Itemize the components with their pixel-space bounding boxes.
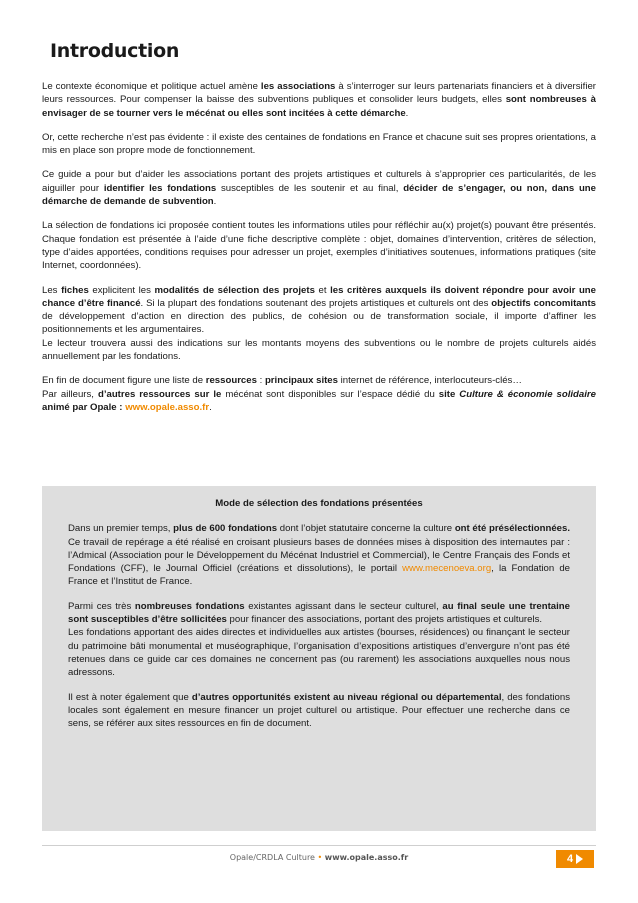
bold-text: fiches xyxy=(61,284,89,296)
text: Ce travail de repérage a été réalisé en croisant plusieurs bases de données mises à disposition des internautes par : l’Admical (Association pour le Développement du Mécénat Industriel et Commercial), le Centre Français des Fonds et Fondations (CFF), le Journal Officiel (créations et dissolutions), le portail xyxy=(68,536,570,575)
footer-separator: • xyxy=(317,853,323,862)
selection-method-box xyxy=(42,486,596,831)
bold-text: plus de 600 fondations xyxy=(173,523,278,535)
bold-text: animé par Opale : xyxy=(42,401,126,413)
page-number: 4 xyxy=(566,853,574,865)
text: . xyxy=(209,401,212,413)
bold-text: principaux sites xyxy=(264,375,338,387)
page-title: Introduction xyxy=(50,40,180,62)
box-title: Mode de sélection des fondations présentées xyxy=(215,498,423,509)
footer-url-link[interactable]: www.opale.asso.fr xyxy=(324,853,409,862)
text: . Si la plupart des fondations soutenant des projets artistiques et culturels ont des xyxy=(140,297,492,309)
text: : xyxy=(256,375,265,387)
bold-text: d’autres opportunités existent au niveau régional ou départemental xyxy=(191,691,502,703)
box-paragraph-1 xyxy=(68,522,570,588)
text: Les fondations apportant des aides directes et individuelles aux artistes (bourses, résidences) ou finançant le secteur du patrimoine bâti monumental et muséographique, l’organisation d’expositions artistiques d’envergure n’ont pas été retenues dans ce guide car ces domaines ne concernent pas (ou rarement) les associations auxquelles nous nous adressons. xyxy=(68,627,570,679)
box-paragraph-2 xyxy=(68,600,570,680)
page-number-badge xyxy=(556,850,594,868)
text: Le lecteur trouvera aussi des indications sur les montants moyens des subventions ou le nombre de projets culturels aidés annuellement par les fondations. xyxy=(42,337,596,363)
footer xyxy=(0,853,638,862)
bold-text: modalités de sélection des projets xyxy=(154,284,315,296)
text: internet de référence, interlocuteurs-clés… xyxy=(337,375,522,387)
text: , la Fondation de France et l’Institut de France. xyxy=(68,563,570,588)
bold-text: identifier les fondations xyxy=(103,182,217,194)
text: à s’interroger sur leurs partenariats financiers et à diversifier leurs ressources. Pour compenser la baisse des subventions publiques et consolider leurs budgets, elles xyxy=(42,81,596,106)
bold-text: sont nombreuses à envisager de se tourner vers le mécénat ou elles sont incitées à cette démarche xyxy=(42,94,597,119)
text: , des fondations locales sont également en mesure financer un projet culturel ou artistique. Pour effectuer une recherche dans ce sens, se référer aux sites ressources en fin de document. xyxy=(68,691,570,730)
text: Le contexte économique et politique actuel amène xyxy=(42,81,261,92)
bold-text: nombreuses fondations xyxy=(134,600,245,612)
bold-text: ont été présélectionnées. xyxy=(454,523,571,535)
bold-text: ressources xyxy=(205,375,257,387)
text: Dans un premier temps, xyxy=(68,523,174,535)
text: mécénat sont disponibles sur l’espace dédié du xyxy=(221,388,439,400)
text: existantes agissant dans le secteur culturel, xyxy=(244,600,443,612)
mecenoeva-link[interactable]: www.mecenoeva.org xyxy=(402,563,492,575)
opale-link[interactable]: www.opale.asso.fr xyxy=(125,401,210,413)
text: explicitent les xyxy=(88,284,155,296)
bold-italic-text: Culture & économie solidaire xyxy=(459,388,596,400)
bold-text: décider de s’engager, ou non, dans une démarche de demande de subvention xyxy=(42,182,596,208)
text: Les xyxy=(42,284,62,296)
text: de développement d’action en direction des publics, de cohésion ou de transformation sociale, il importe d’affiner les positionnements et les argumentaires. xyxy=(42,311,596,336)
text: susceptibles de les soutenir et au final, xyxy=(216,182,404,194)
text: Parmi ces très xyxy=(68,600,135,612)
bold-text: objectifs concomitants xyxy=(491,297,596,309)
text: En fin de document figure une liste de xyxy=(42,375,206,387)
bold-text: les critères auxquels ils doivent répondre pour avoir une chance d’être financé xyxy=(42,284,597,309)
text: Ce guide a pour but d’aider les associations portant des projets artistiques et culturels à s’approprier ces particularités, de les aiguiller pour xyxy=(42,169,596,194)
text: . xyxy=(213,196,217,208)
intro-paragraph-5 xyxy=(42,284,596,364)
footer-org: Opale/CRDLA Culture xyxy=(229,853,315,862)
text: et xyxy=(314,284,331,296)
intro-paragraph-2: Or, cette recherche n’est pas évidente : il existe des centaines de fondations en France et chacune suit ses propres orientations, a mis en place son propre mode de fonctionnement. xyxy=(42,131,596,157)
box-paragraph-3 xyxy=(68,691,570,731)
intro-paragraph-4: La sélection de fondations ici proposée contient toutes les informations utiles pour réfléchir au(x) projet(s) pouvant être présentés. Chaque fondation est présentée à l’aide d’une fiche descriptive complète : objet, domaines d’intervention, critères de sélection, type d’aides apportées, conditions requises pour adresser un projet, exemples d’initiatives soutenues, informations pratiques (site Internet, coordonnées). xyxy=(42,220,596,272)
footer-divider xyxy=(42,845,596,846)
text: . xyxy=(405,107,409,119)
bold-text: d’autres ressources sur le xyxy=(97,388,222,400)
text: dont l’objet statutaire concerne la culture xyxy=(277,523,455,535)
text: Par ailleurs, xyxy=(42,388,98,400)
bold-text: les associations xyxy=(260,81,336,92)
text: Il est à noter également que xyxy=(68,691,192,703)
intro-paragraph-1 xyxy=(42,80,596,120)
arrow-right-icon xyxy=(576,854,583,864)
intro-paragraph-3 xyxy=(42,168,596,208)
text: pour financer des associations, portant des projets artistiques et culturels. xyxy=(226,614,543,626)
bold-text: au final seule une trentaine sont susceptibles d’être sollicitées xyxy=(68,600,570,626)
bold-text: site xyxy=(438,388,460,400)
intro-paragraph-6 xyxy=(42,374,596,414)
intro-body xyxy=(42,80,596,425)
